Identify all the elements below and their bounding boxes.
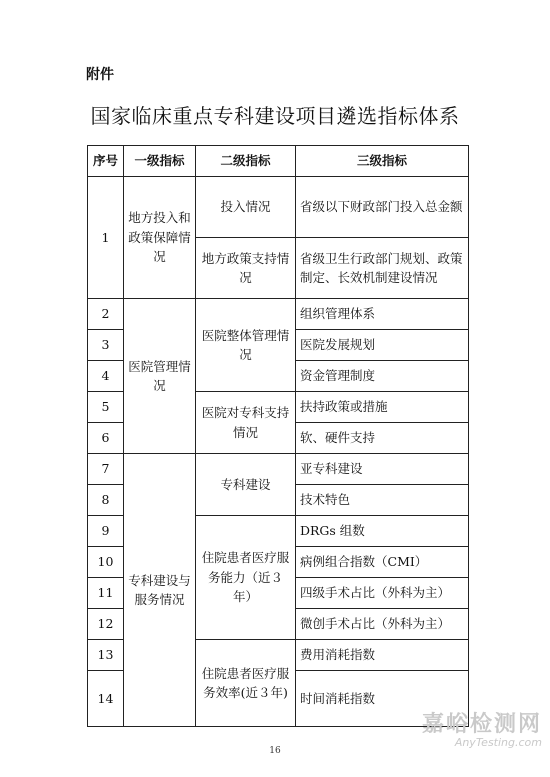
level3-cell: 技术特色 (296, 485, 469, 516)
serial-cell: 13 (88, 640, 124, 671)
page-number: 16 (269, 746, 281, 756)
level2-cell: 医院整体管理情况 (196, 299, 296, 392)
serial-cell: 3 (88, 330, 124, 361)
serial-cell: 2 (88, 299, 124, 330)
watermark-cn: 嘉峪检测网 (421, 712, 542, 737)
level3-cell: 组织管理体系 (296, 299, 469, 330)
level3-cell: 微创手术占比（外科为主） (296, 609, 469, 640)
level2-cell: 住院患者医疗服务能力（近３年） (196, 516, 296, 640)
level3-cell: DRGs 组数 (296, 516, 469, 547)
table-row (88, 177, 469, 238)
serial-cell: 12 (88, 609, 124, 640)
level1-cell: 专科建设与服务情况 (124, 454, 196, 727)
table-row (88, 454, 469, 485)
watermark-logo (422, 707, 542, 749)
serial-cell: 8 (88, 485, 124, 516)
watermark-en: AnyTesting.com (454, 736, 542, 749)
level2-cell: 投入情况 (196, 177, 296, 238)
level2-cell: 地方政策支持情况 (196, 238, 296, 299)
level3-cell: 省级卫生行政部门规划、政策制定、长效机制建设情况 (296, 238, 469, 299)
level3-cell: 费用消耗指数 (296, 640, 469, 671)
level3-cell: 四级手术占比（外科为主） (296, 578, 469, 609)
level3-cell: 时间消耗指数 (296, 671, 469, 727)
level1-cell: 地方投入和政策保障情况 (124, 177, 196, 299)
level2-cell: 专科建设 (196, 454, 296, 516)
header-serial: 序号 (88, 146, 124, 177)
serial-cell: 6 (88, 423, 124, 454)
level2-cell: 医院对专科支持情况 (196, 392, 296, 454)
level3-cell: 软、硬件支持 (296, 423, 469, 454)
level3-cell: 病例组合指数（CMI） (296, 547, 469, 578)
header-level2: 二级指标 (196, 146, 296, 177)
indicator-table (87, 145, 469, 727)
serial-cell: 4 (88, 361, 124, 392)
level3-cell: 省级以下财政部门投入总金额 (296, 177, 469, 238)
document-title: 国家临床重点专科建设项目遴选指标体系 (90, 104, 460, 128)
serial-cell: 7 (88, 454, 124, 485)
level3-cell: 扶持政策或措施 (296, 392, 469, 423)
serial-cell: 5 (88, 392, 124, 423)
level3-cell: 亚专科建设 (296, 454, 469, 485)
level2-cell: 住院患者医疗服务效率(近３年) (196, 640, 296, 727)
serial-cell: 10 (88, 547, 124, 578)
serial-cell: 14 (88, 671, 124, 727)
serial-cell: 1 (88, 177, 124, 299)
level3-cell: 资金管理制度 (296, 361, 469, 392)
header-level1: 一级指标 (124, 146, 196, 177)
header-level3: 三级指标 (296, 146, 469, 177)
level3-cell: 医院发展规划 (296, 330, 469, 361)
table-header-row (88, 146, 469, 177)
serial-cell: 11 (88, 578, 124, 609)
serial-cell: 9 (88, 516, 124, 547)
attachment-label: 附件 (86, 67, 114, 83)
level1-cell: 医院管理情况 (124, 299, 196, 454)
table-row (88, 299, 469, 330)
